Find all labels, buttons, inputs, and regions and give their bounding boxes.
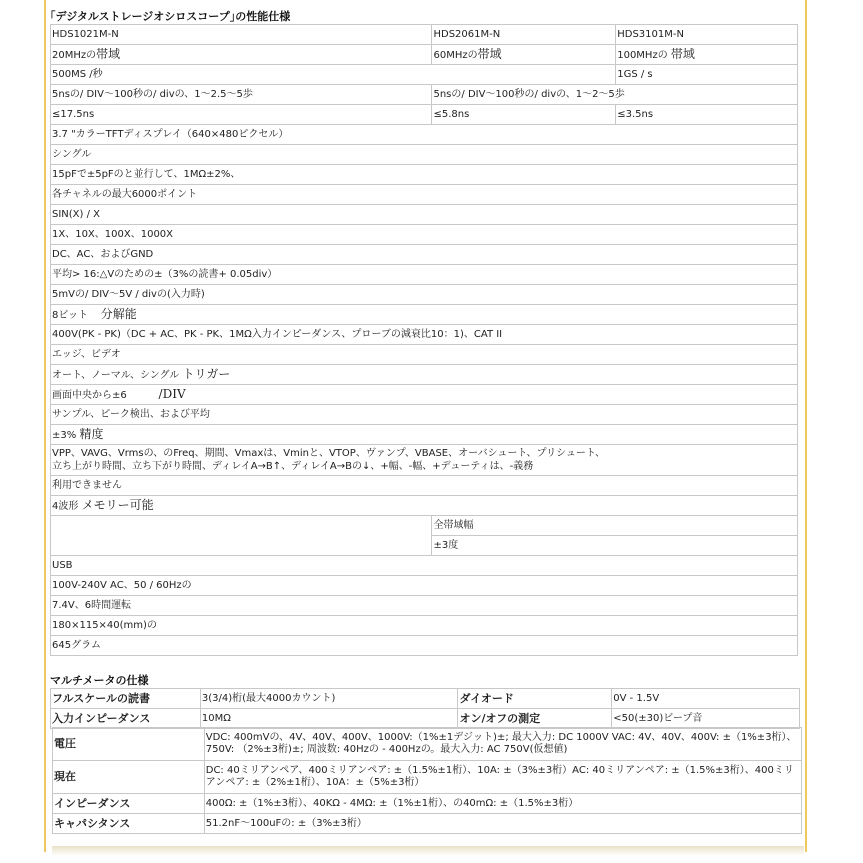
table-row [51, 305, 798, 325]
table-row [51, 385, 798, 405]
table-row [51, 105, 798, 125]
voltage-label: 電圧 [53, 728, 205, 761]
max-input-spec: 400V(PK - PK)（DC + AC、PK - PK、1MΩ入力インピーダンス、プローブの減衰比10：1)、CAT II [51, 325, 798, 345]
trigger-mode-value: オート、ノーマル、シングル [52, 369, 180, 381]
weight-spec: 645グラム [51, 636, 798, 656]
rise-time-1: ≤17.5ns [51, 105, 432, 125]
table-row [51, 445, 798, 476]
table-row [51, 516, 798, 536]
table-row [51, 125, 798, 145]
resolution-value: 8ビット [52, 309, 88, 321]
frame-shadow [52, 846, 804, 856]
impedance-label: インピーダンス [53, 794, 205, 814]
precision-label: 精度 [79, 426, 104, 441]
diode-value: 0V - 1.5V [612, 689, 800, 709]
bandwidth-2: 60MHzの [433, 49, 478, 61]
table-row [51, 185, 798, 205]
blank-cell [51, 516, 432, 536]
bandwidth-1-label: 帯域 [96, 46, 121, 61]
multimeter-table [50, 688, 800, 729]
precision-value: ±3% [52, 429, 77, 441]
table-row [51, 85, 798, 105]
timebase-1: 5nsの/ DIV～100秒の/ divの、1～2.5～5歩 [51, 85, 432, 105]
spec-title: ｢デジタルストレージオシロスコープ｣の性能仕様 [50, 10, 291, 23]
table-row [51, 45, 798, 65]
continuity-label: オン/オフの測定 [458, 709, 612, 729]
table-row [51, 636, 798, 656]
memory-label: メモリー可能 [81, 497, 154, 512]
memory-value: 4波形 [52, 500, 79, 512]
table-row [51, 25, 798, 45]
trigger-mode-label: トリガー [182, 366, 231, 381]
table-row [51, 425, 798, 445]
table-row [51, 325, 798, 345]
coupling-spec: DC、AC、およびGND [51, 245, 798, 265]
interface-spec: USB [51, 556, 798, 576]
table-row [51, 365, 798, 385]
record-length-spec: 各チャネルの最大6000ポイント [51, 185, 798, 205]
table-row [51, 616, 798, 636]
multimeter-detail-table [52, 727, 802, 834]
impedance-value: 400Ω: ±（1%±3桁）、40KΩ - 4MΩ: ±（1%±1桁）、の40mΩ: ±（1.5%±3桁） [204, 794, 801, 814]
bandwidth-2-label: 帯域 [477, 46, 502, 61]
continuity-value: <50(±30)ビープ音 [612, 709, 800, 729]
table-row [51, 576, 798, 596]
measurements-line-2: 立ち上がり時間、立ち下がり時間、ディレイA→B↑、ディレイA→Bの↓、+幅、-幅、+デューティは、-義務 [52, 461, 534, 472]
battery-spec: 7.4V、6時間運転 [51, 596, 798, 616]
input-impedance-value: 10MΩ [200, 709, 458, 729]
sensitivity-spec: 5mVの/ DIV～5V / divの(入力時) [51, 285, 798, 305]
spec-table [50, 24, 798, 656]
rise-time-2: ≤5.8ns [432, 105, 616, 125]
table-row [51, 596, 798, 616]
input-impedance-spec: 15pFで±5pFのと並行して、1MΩ±2%、 [51, 165, 798, 185]
table-row [51, 65, 798, 85]
table-row [51, 405, 798, 425]
acquisition-spec: サンプル、ピーク検出、および平均 [51, 405, 798, 425]
bandwidth-3-label: 帯域 [670, 46, 695, 61]
table-row [51, 265, 798, 285]
bandwidth-1: 20MHzの [52, 49, 97, 61]
model-1: HDS1021M-N [51, 25, 432, 45]
current-value: DC: 40ミリアンペア、400ミリアンペア: ±（1.5%±1桁）、10A: ±（3%±3桁）AC: 40ミリアンペア: ±（1.5%±3桁）、400ミリアンペア: ±（2%±1桁）、10A：±（5%±3桁） [204, 761, 801, 794]
table-row [53, 761, 802, 794]
table-row [53, 728, 802, 761]
full-scale-label: フルスケールの読書 [51, 689, 201, 709]
available-spec: 利用できません [51, 476, 798, 496]
timebase-2: 5nsの/ DIV～100秒の/ divの、1～2～5歩 [432, 85, 798, 105]
table-row [51, 476, 798, 496]
full-bandwidth: 全帯域幅 [432, 516, 798, 536]
dimensions-spec: 180×115×40(mm)の [51, 616, 798, 636]
table-row [51, 225, 798, 245]
trigger-level-unit: /DIV [158, 386, 186, 401]
interpolation-spec: SIN(X) / X [51, 205, 798, 225]
diode-label: ダイオード [458, 689, 612, 709]
rise-time-3: ≤3.5ns [616, 105, 798, 125]
multimeter-title: マルチメータの仕様 [50, 674, 149, 687]
table-row [51, 556, 798, 576]
table-row [51, 496, 798, 516]
table-row [51, 165, 798, 185]
blank-cell [51, 536, 432, 556]
capacitance-label: キャパシタンス [53, 814, 205, 834]
capacitance-value: 51.2nF～100uFの: ±（3%±3桁） [204, 814, 801, 834]
display-spec: 3.7 "カラーTFTディスプレイ（640×480ピクセル） [51, 125, 798, 145]
trigger-type-spec: エッジ、ビデオ [51, 345, 798, 365]
voltage-value: VDC: 400mVの、4V、40V、400V、1000V:（1%±1デジット)±; 最大入力: DC 1000V VAC: 4V、40V、400V: ±（1%±3桁）、750V: （2%±3桁)±; 周波数: 40Hzの - 400Hzの。最大入力: AC 750V(仮想値) [204, 728, 801, 761]
table-row [51, 245, 798, 265]
phase-spec: ±3度 [432, 536, 798, 556]
table-row [53, 794, 802, 814]
channels-spec: シングル [51, 145, 798, 165]
bandwidth-3: 100MHzの [617, 49, 668, 61]
table-row [51, 536, 798, 556]
accuracy-spec: 平均> 16:△Vのための±（3%の読書+ 0.05div） [51, 265, 798, 285]
resolution-label: 分解能 [100, 306, 137, 321]
table-row [51, 689, 800, 709]
table-row [51, 145, 798, 165]
input-impedance-label: 入力インピーダンス [51, 709, 201, 729]
trigger-level-value: 画面中央から±6 [52, 389, 127, 401]
full-scale-value: 3(3/4)桁(最大4000カウント) [200, 689, 458, 709]
probe-spec: 1X、10X、100X、1000X [51, 225, 798, 245]
sample-rate-1: 500MS /秒 [51, 65, 616, 85]
table-row [53, 814, 802, 834]
table-row [51, 285, 798, 305]
table-row [51, 345, 798, 365]
table-row [51, 205, 798, 225]
current-label: 現在 [53, 761, 205, 794]
model-3: HDS3101M-N [616, 25, 798, 45]
measurements-line-1: VPP、VAVG、Vrmsの、のFreq、期間、Vmaxは、Vminと、VTOP、ヴァンプ、VBASE、オーバシュート、プリシュート、 [52, 448, 606, 459]
model-2: HDS2061M-N [432, 25, 616, 45]
sample-rate-2: 1GS / s [616, 65, 798, 85]
power-spec: 100V-240V AC、50 / 60Hzの [51, 576, 798, 596]
table-row [51, 709, 800, 729]
